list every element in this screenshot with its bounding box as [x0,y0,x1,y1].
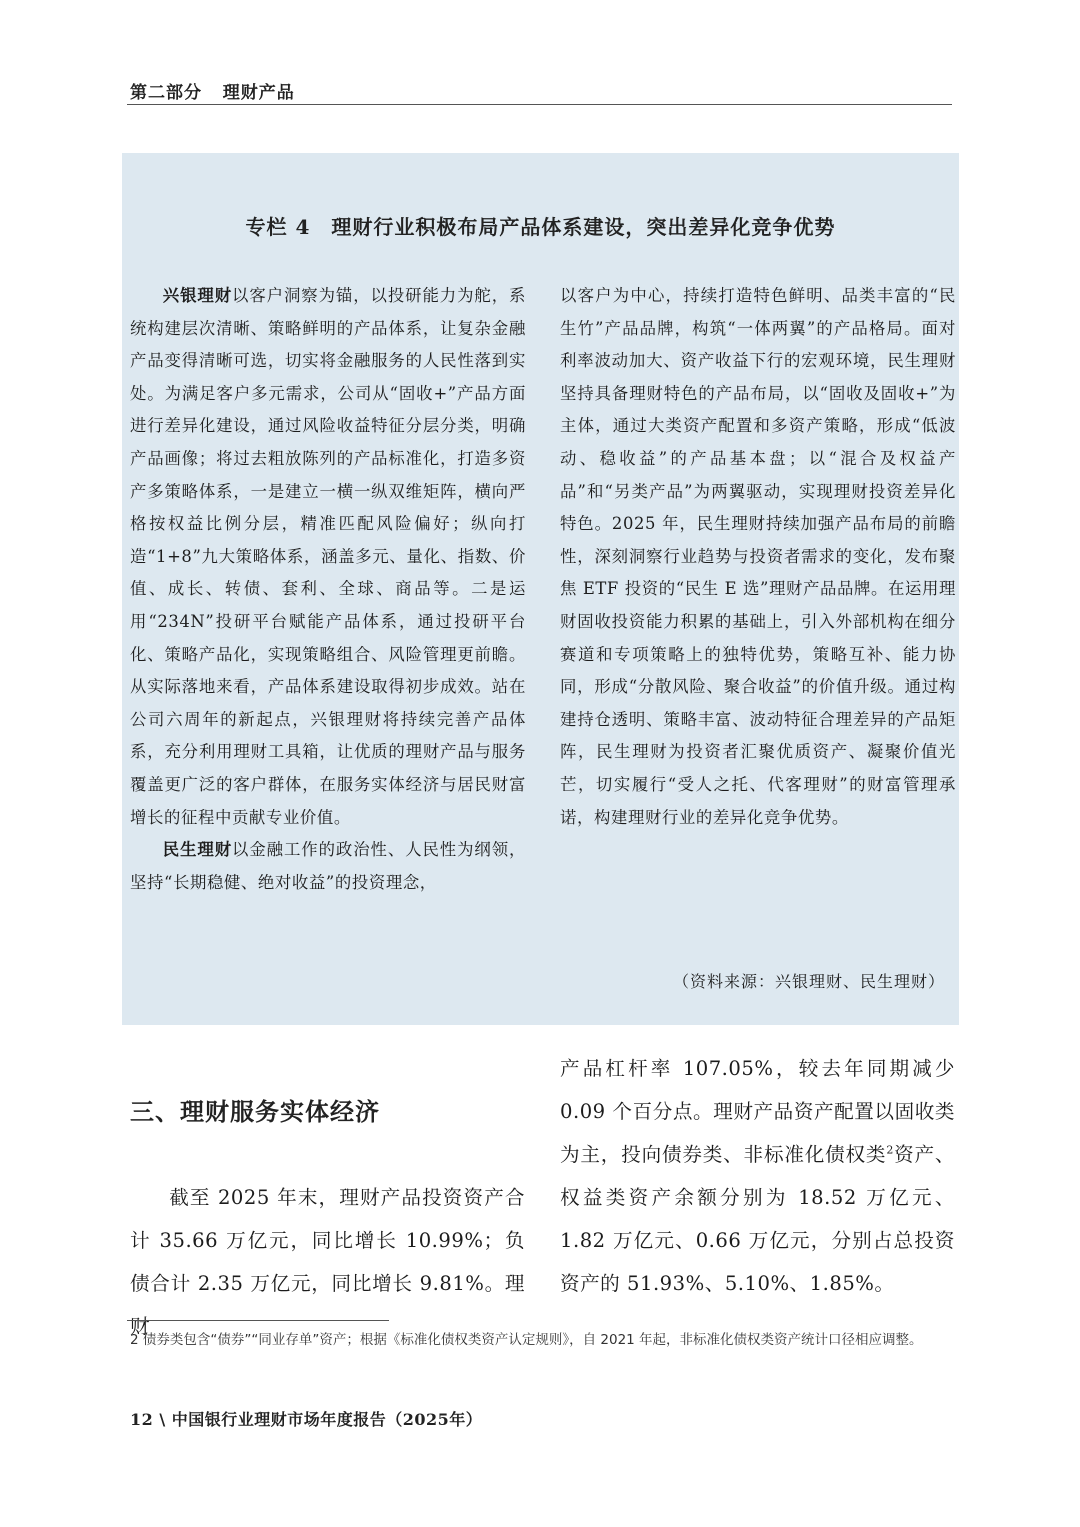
special-column-left [130,280,526,899]
special-column-right [560,280,956,834]
paragraph-text: 以金融工作的政治性、人民性为纲领，坚持“长期稳健、绝对收益”的投资理念， [130,840,526,892]
company-name-minsheng: 民生理财 [162,840,233,860]
header-rule [127,104,952,105]
body-column-right [560,1047,955,1305]
section-label: 第二部分 [130,83,202,103]
special-column-box [122,153,959,1025]
section-heading: 三、理财服务实体经济 [130,1098,380,1126]
paragraph-xingyin [130,280,526,834]
body-paragraph-continued [560,1047,955,1305]
report-title: 中国银行业理财市场年度报告（2025年） [171,1410,483,1429]
paragraph-minsheng [130,834,526,899]
footnote-reference[interactable]: 2 [886,1143,894,1157]
footer-separator: \ [159,1410,166,1429]
section-title: 理财产品 [222,83,295,103]
company-name-xingyin: 兴银理财 [162,286,233,305]
paragraph-text: 以客户洞察为锚，以投研能力为舵，系统构建层次清晰、策略鲜明的产品体系，让复杂金融产品变得清晰可选，切实将金融服务的人民性落到实处。为满足客户多元需求，公司从“固收+”产品方面进行差异化建设，通过风险收益特征分层分类，明确产品画像；将过去粗放陈列的产品标准化，打造多资产多策略体系，一是建立一横一纵双维矩阵，横向严格按权益比例分层，精准匹配风险偏好；纵向打造“1+8”九大策略体系，涵盖多元、量化、指数、价值、成长、转债、套利、全球、商品等。二是运用“234N”投研平台赋能产品体系，通过投研平台化、策略产品化，实现策略组合、风险管理更前瞻。从实际落地来看，产品体系建设取得初步成效。站在公司六周年的新起点，兴银理财将持续完善产品体系，充分利用理财工具箱，让优质的理财产品与服务覆盖更广泛的客户群体，在服务实体经济与居民财富增长的征程中贡献专业价值。 [130,286,526,827]
body-column-left [130,1176,525,1348]
body-paragraph: 截至 2025 年末，理财产品投资资产合计 35.66 万亿元，同比增长 10.99%；负债合计 2.35 万亿元，同比增长 9.81%。理财 [130,1186,525,1338]
paragraph-minsheng-continued: 以客户为中心，持续打造特色鲜明、品类丰富的“民生竹”产品品牌，构筑“一体两翼”的产品格局。面对利率波动加大、资产收益下行的宏观环境，民生理财坚持具备理财特色的产品布局，以“固收及固收+”为主体，通过大类资产配置和多资产策略，形成“低波动、稳收益”的产品基本盘；以“混合及权益产品”和“另类产品”为两翼驱动，实现理财投资差异化特色。2025 年，民生理财持续加强产品布局的前瞻性，深刻洞察行业趋势与投资者需求的变化，发布聚焦 ETF 投资的“民生 E 选”理财产品品牌。在运用理财固收投资能力积累的基础上，引入外部机构在细分赛道和专项策略上的独特优势，策略互补、能力协同，形成“分散风险、聚合收益”的价值升级。通过构建持仓透明、策略丰富、波动特征合理差异的产品矩阵，民生理财为投资者汇聚优质资产、凝聚价值光芒，切实履行“受人之托、代客理财”的财富管理承诺，构建理财行业的差异化竞争优势。 [560,286,956,827]
footnote: 2 债券类包含“债券”“同业存单”资产；根据《标准化债权类资产认定规则》，自 2021 年起，非标准化债权类资产统计口径相应调整。 [130,1332,923,1348]
special-column-title: 专栏 4 理财行业积极布局产品体系建设，突出差异化竞争优势 [245,215,836,239]
body-text: 资产、权益类资产余额分别为 18.52 万亿元、1.82 万亿元、0.66 万亿元，分别占总投资资产的 51.93%、5.10%、1.85%。 [560,1143,956,1295]
page-number: 12 [130,1410,154,1429]
section-header [130,78,295,103]
page-footer [130,1407,482,1430]
footnote-rule [127,1320,389,1321]
source-note: （资料来源：兴银理财、民生理财） [672,972,945,991]
body-text: 产品杠杆率 107.05%，较去年同期减少 0.09 个百分点。理财产品资产配置以固收类为主，投向债券类、非标准化债权类 [560,1057,955,1166]
